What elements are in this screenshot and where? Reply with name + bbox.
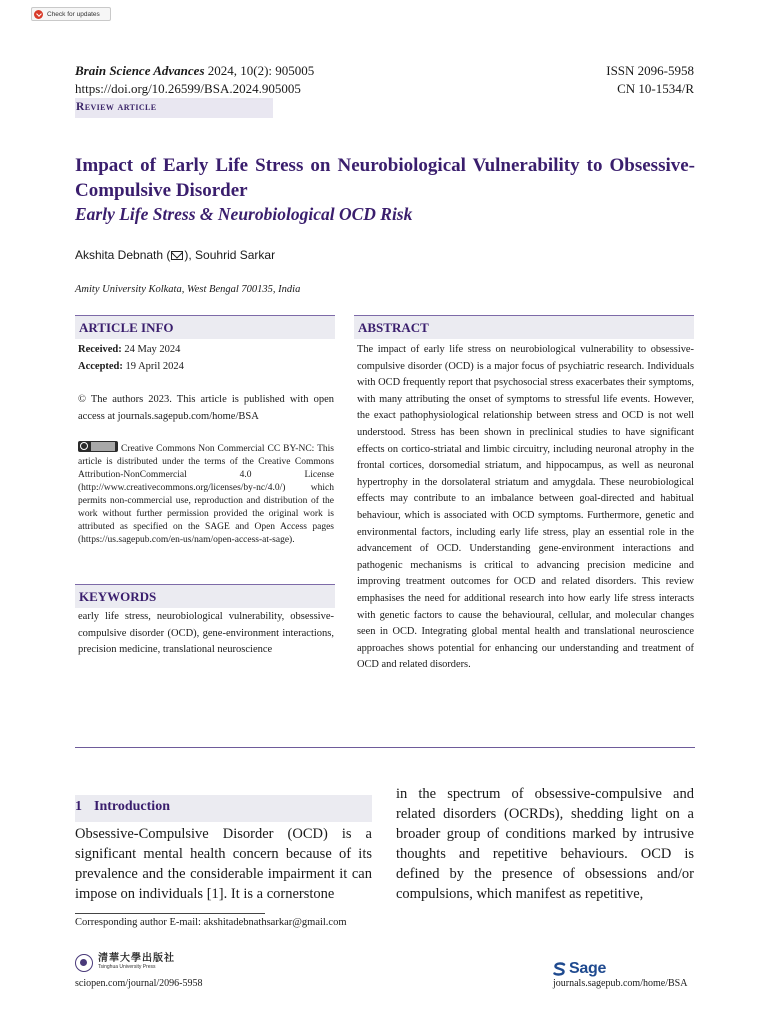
license-notice [78,441,334,547]
check-for-updates-label: Check for updates [47,10,100,18]
press-name-en: Tsinghua University Press [98,964,156,970]
accepted-date: Accepted: 19 April 2024 [78,360,184,372]
cc-by-nc-icon[interactable] [78,441,118,452]
author-2: ), Souhrid Sarkar [184,248,276,262]
section-number: 1 [75,799,82,814]
tsinghua-press-logo [75,954,175,972]
press-name-cn: 清華大學出版社 [98,953,175,964]
affiliation: Amity University Kolkata, West Bengal 700135, India [75,284,301,295]
abstract-text: The impact of early life stress on neurobiological vulnerability to obsessive-compulsive disorder (OCD) is a major focus of psychiatric research. Individuals with OCD frequently report that psychosocial stress exacerbates their symptoms, with many attributing the onset of symptoms to stressful life events. However, the exact pathophysiological relationship between stress and OCD is not well understood. Stress has been shown in preclinical studies to have significant effects on cortico-striatal and limbic circuitry, including neuronal atrophy in the frontal cortices, dorsomedial striatum, and hippocampus, as well as neuronal hypertrophy in the dorsolateral striatum and amygdala. These neurobiological effects may contribute to an imbalance between goal-directed and habitual behaviour, which is associated with OCD symptoms. Furthermore, genetic and environmental factors, including early life stress, play an essential role in the advancement of OCD. Understanding gene-environment interactions and pathogenic mechanisms is critical to advancing precision medicine and improving treatment outcomes for OCD and related disorders. This review emphasises the need for additional research into how early life stress interacts with genetic factors to cause the behavioural, cellular, and molecular changes seen in OCD. Integrating global mental health and translational neuroscience approaches shows potential for enhancing our understanding and treatment of OCD and related disorders. [357,344,694,671]
introduction-heading [75,799,170,815]
article-type: Review article [76,101,157,113]
footnote-divider [75,913,265,914]
abstract-heading: ABSTRACT [354,315,694,339]
cn-number: CN 10-1534/R [617,81,694,96]
article-title: Impact of Early Life Stress on Neurobiological Vulnerability to Obsessive-Compulsive Disorder [75,155,695,201]
keywords-list: early life stress, neurobiological vulnerability, obsessive-compulsive disorder (OCD), gene-environment interactions, precision medicine, translational neuroscience [78,611,334,655]
check-for-updates-badge[interactable] [31,7,111,21]
sage-logo [553,960,606,978]
issn: ISSN 2096-5958 [606,63,694,78]
section-divider [75,747,695,748]
corresponding-author-footnote: Corresponding author E-mail: akshitadebnathsarkar@gmail.com [75,917,347,928]
author-1: Akshita Debnath ( [75,248,171,262]
sciopen-link[interactable]: sciopen.com/journal/2096-5958 [75,978,203,989]
article-subtitle: Early Life Stress & Neurobiological OCD Risk [75,204,413,224]
introduction-column-1: Obsessive-Compulsive Disorder (OCD) is a significant mental health concern because of its prevalence and the considerable impairment it can impose on individuals [1]. It is a cornerstone [75,826,372,902]
email-icon[interactable] [171,251,183,260]
sagepub-link[interactable]: journals.sagepub.com/home/BSA [553,978,688,989]
author-line [75,248,275,262]
press-seal-icon [75,954,93,972]
received-date: Received: 24 May 2024 [78,344,181,355]
introduction-column-2: in the spectrum of obsessive-compulsive and related disorders (OCRDs), shedding light on a broader group of conditions marked by intrusive thoughts and repetitive behaviours. OCD is defined by the presence of obsessions and/or compulsions, which manifest as repetitive, [396,786,694,902]
article-dates [78,342,334,375]
update-icon [34,10,43,19]
journal-volume: 2024, 10(2): 905005 [207,63,315,78]
journal-name: Brain Science Advances [75,63,205,78]
section-title: Introduction [94,799,170,814]
doi-link[interactable]: https://doi.org/10.26599/BSA.2024.905005 [75,81,301,96]
copyright-notice: © The authors 2023. This article is published with open access at journals.sagepub.com/home/BSA [78,394,334,422]
license-text: Creative Commons Non Commercial CC BY-NC: This article is distributed under the terms of the Creative Commons Attribution-NonCommercial 4.0 License (http://www.creativecommons.org/licenses/by-nc/4.0/) which permits non-commercial use, reproduction and distribution of the work without further permission provided the original work is attributed as specified on the SAGE and Open Access pages (https://us.sagepub.com/en-us/nam/open-access-at-sage). [78,444,334,545]
sage-s-icon [553,962,566,976]
sage-wordmark: Sage [569,960,607,977]
journal-citation [75,63,314,79]
article-info-heading: ARTICLE INFO [75,315,335,339]
keywords-heading: KEYWORDS [75,584,335,608]
